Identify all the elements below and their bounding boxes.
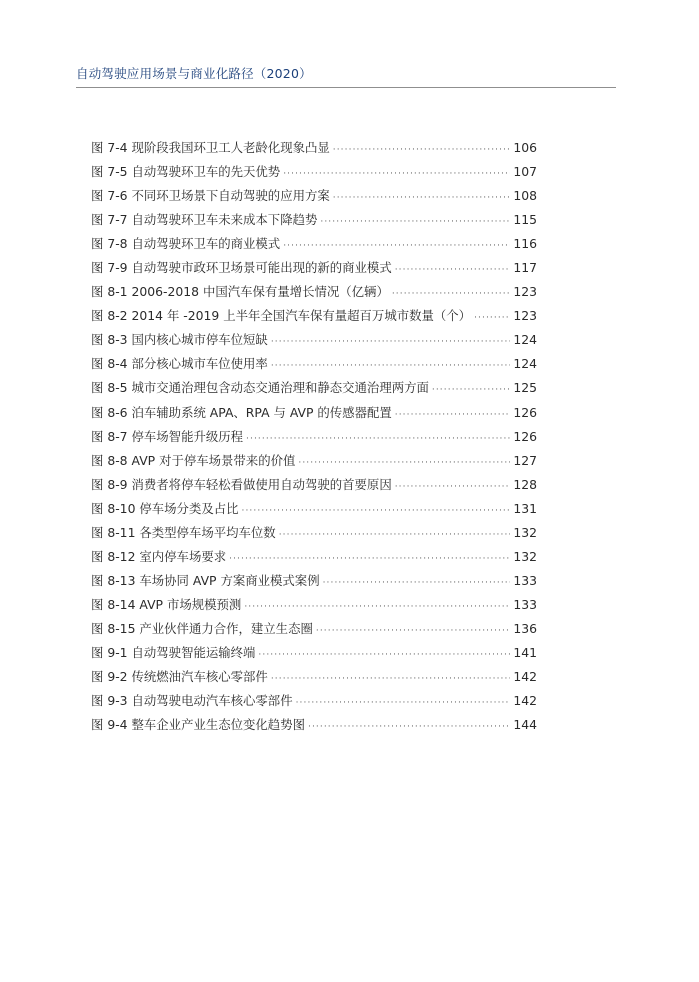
toc-entry-title: 图 8-15 产业伙伴通力合作，建立生态圈 xyxy=(91,620,313,636)
toc-entry-page: 107 xyxy=(513,164,537,180)
toc-leader-dots xyxy=(308,722,510,732)
toc-entry-title: 图 8-2 2014 年 -2019 上半年全国汽车保有量超百万城市数量（个） xyxy=(91,308,472,324)
toc-entry[interactable] xyxy=(91,427,537,451)
toc-leader-dots xyxy=(474,313,510,323)
toc-entry-page: 124 xyxy=(513,356,537,372)
toc-leader-dots xyxy=(323,578,511,588)
toc-entry[interactable] xyxy=(91,691,537,715)
toc-leader-dots xyxy=(395,410,511,420)
toc-entry[interactable] xyxy=(91,523,537,547)
toc-leader-dots xyxy=(271,361,511,371)
toc-entry[interactable] xyxy=(91,403,537,427)
toc-entry-title: 图 8-8 AVP 对于停车场景带来的价值 xyxy=(91,452,296,468)
toc-leader-dots xyxy=(320,217,510,227)
toc-entry[interactable] xyxy=(91,475,537,499)
toc-entry-page: 142 xyxy=(513,693,537,709)
toc-entry-title: 图 8-5 城市交通治理包含动态交通治理和静态交通治理两方面 xyxy=(91,380,429,396)
toc-entry-page: 132 xyxy=(513,524,537,540)
toc-entry-page: 117 xyxy=(513,260,537,276)
toc-entry-title: 图 8-3 国内核心城市停车位短缺 xyxy=(91,332,268,348)
toc-leader-dots xyxy=(279,530,511,540)
toc-entry[interactable] xyxy=(91,354,537,378)
toc-entry-page: 123 xyxy=(513,284,537,300)
toc-leader-dots xyxy=(432,385,510,395)
toc-entry[interactable] xyxy=(91,210,537,234)
toc-leader-dots xyxy=(395,482,511,492)
toc-leader-dots xyxy=(333,193,511,203)
toc-entry[interactable] xyxy=(91,234,537,258)
toc-entry-title: 图 8-13 车场协同 AVP 方案商业模式案例 xyxy=(91,572,320,588)
toc-leader-dots xyxy=(229,554,510,564)
header-divider xyxy=(76,87,616,88)
toc-entry[interactable] xyxy=(91,643,537,667)
toc-entry-title: 图 9-2 传统燃油汽车核心零部件 xyxy=(91,669,268,685)
toc-entry-title: 图 9-3 自动驾驶电动汽车核心零部件 xyxy=(91,693,293,709)
toc-entry-page: 125 xyxy=(513,380,537,396)
running-header: 自动驾驶应用场景与商业化路径（2020） xyxy=(76,66,312,81)
table-of-figures xyxy=(91,138,537,739)
toc-entry-title: 图 7-7 自动驾驶环卫车未来成本下降趋势 xyxy=(91,212,318,228)
toc-leader-dots xyxy=(316,626,510,636)
toc-entry-page: 124 xyxy=(513,332,537,348)
toc-entry[interactable] xyxy=(91,571,537,595)
toc-entry-title: 图 7-6 不同环卫场景下自动驾驶的应用方案 xyxy=(91,188,330,204)
toc-entry-title: 图 8-7 停车场智能升级历程 xyxy=(91,428,244,444)
toc-leader-dots xyxy=(271,337,511,347)
toc-entry[interactable] xyxy=(91,282,537,306)
toc-entry[interactable] xyxy=(91,667,537,691)
toc-leader-dots xyxy=(392,289,511,299)
toc-entry-title: 图 7-4 现阶段我国环卫工人老龄化现象凸显 xyxy=(91,140,330,155)
toc-entry[interactable] xyxy=(91,715,537,739)
toc-entry[interactable] xyxy=(91,547,537,571)
toc-entry-page: 123 xyxy=(513,308,537,324)
toc-entry-page: 128 xyxy=(513,476,537,492)
toc-leader-dots xyxy=(242,506,511,516)
toc-entry-title: 图 8-9 消费者将停车轻松看做使用自动驾驶的首要原因 xyxy=(91,476,392,492)
toc-entry-page: 106 xyxy=(513,140,537,155)
toc-entry-page: 133 xyxy=(513,572,537,588)
toc-entry-title: 图 7-5 自动驾驶环卫车的先天优势 xyxy=(91,164,281,180)
toc-entry[interactable] xyxy=(91,306,537,330)
toc-entry[interactable] xyxy=(91,595,537,619)
toc-entry-page: 136 xyxy=(513,620,537,636)
toc-entry-title: 图 8-4 部分核心城市车位使用率 xyxy=(91,356,268,372)
toc-entry-title: 图 7-9 自动驾驶市政环卫场景可能出现的新的商业模式 xyxy=(91,260,392,276)
toc-entry-title: 图 8-6 泊车辅助系统 APA、RPA 与 AVP 的传感器配置 xyxy=(91,404,392,420)
toc-entry[interactable] xyxy=(91,162,537,186)
toc-entry-page: 142 xyxy=(513,669,537,685)
toc-leader-dots xyxy=(258,650,510,660)
toc-entry-page: 115 xyxy=(513,212,537,228)
toc-leader-dots xyxy=(246,434,510,444)
toc-entry-page: 132 xyxy=(513,548,537,564)
toc-entry-page: 144 xyxy=(513,717,537,733)
toc-entry-page: 126 xyxy=(513,404,537,420)
toc-entry[interactable] xyxy=(91,378,537,402)
toc-entry[interactable] xyxy=(91,499,537,523)
toc-leader-dots xyxy=(283,169,510,179)
toc-leader-dots xyxy=(296,698,511,708)
toc-leader-dots xyxy=(244,602,510,612)
toc-entry-page: 126 xyxy=(513,428,537,444)
toc-entry-title: 图 8-12 室内停车场要求 xyxy=(91,548,227,564)
toc-entry[interactable] xyxy=(91,330,537,354)
toc-entry-title: 图 7-8 自动驾驶环卫车的商业模式 xyxy=(91,236,281,252)
toc-entry[interactable] xyxy=(91,186,537,210)
toc-entry-title: 图 8-14 AVP 市场规模预测 xyxy=(91,596,242,612)
toc-entry-title: 图 8-11 各类型停车场平均车位数 xyxy=(91,524,276,540)
toc-entry-page: 131 xyxy=(513,500,537,516)
toc-entry-title: 图 8-10 停车场分类及占比 xyxy=(91,500,239,516)
toc-leader-dots xyxy=(333,145,511,155)
toc-entry[interactable] xyxy=(91,258,537,282)
toc-entry-title: 图 9-4 整车企业产业生态位变化趋势图 xyxy=(91,717,305,733)
toc-entry-title: 图 9-1 自动驾驶智能运输终端 xyxy=(91,644,256,660)
toc-entry[interactable] xyxy=(91,138,537,162)
toc-leader-dots xyxy=(395,265,511,275)
toc-entry-page: 141 xyxy=(513,644,537,660)
toc-entry-page: 116 xyxy=(513,236,537,252)
toc-leader-dots xyxy=(283,241,510,251)
toc-leader-dots xyxy=(271,674,511,684)
toc-entry-title: 图 8-1 2006-2018 中国汽车保有量增长情况（亿辆） xyxy=(91,284,389,300)
toc-entry[interactable] xyxy=(91,619,537,643)
toc-entry-page: 127 xyxy=(513,452,537,468)
toc-entry[interactable] xyxy=(91,451,537,475)
toc-entry-page: 108 xyxy=(513,188,537,204)
toc-entry-page: 133 xyxy=(513,596,537,612)
toc-leader-dots xyxy=(298,458,510,468)
